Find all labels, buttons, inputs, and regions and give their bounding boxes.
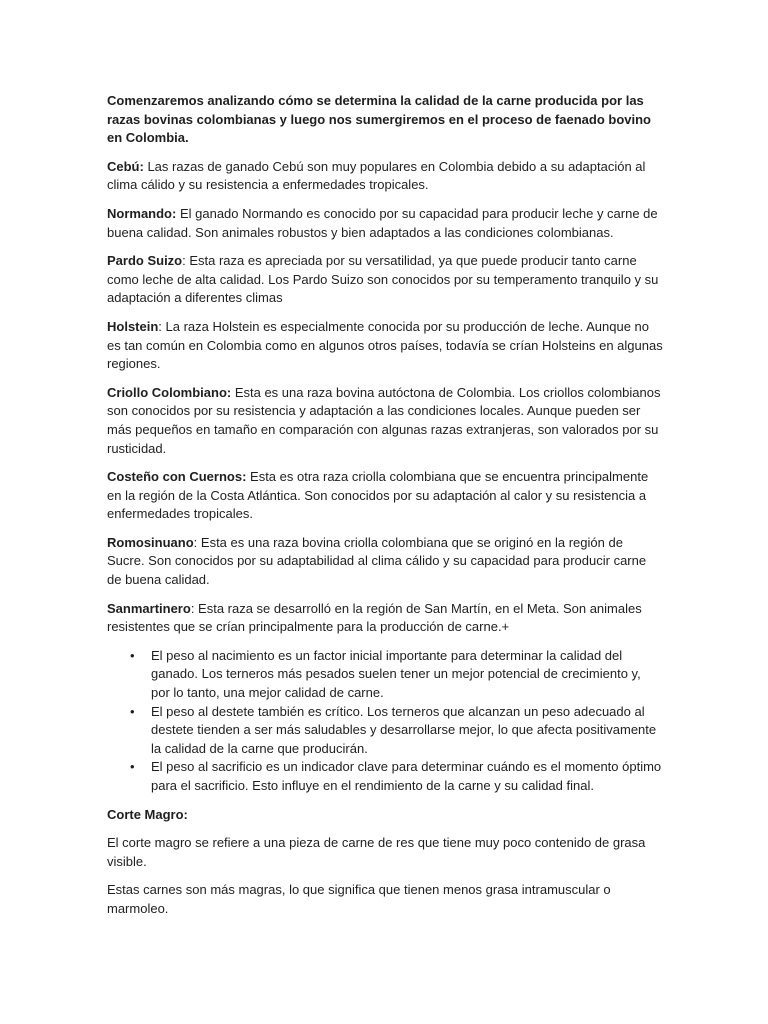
breed-description: : Esta raza es apreciada por su versatilidad, ya que puede producir tanto carne como leche de alta calidad. Los Pardo Suizo son conocidos por su temperamento tranquilo y su adaptación a diferentes climas [107, 253, 659, 306]
section-paragraph: Estas carnes son más magras, lo que significa que tienen menos grasa intramuscular o marmoleo. [107, 882, 611, 916]
breed-term: Cebú: [107, 158, 144, 174]
section-heading: Corte Magro: [107, 806, 188, 822]
list-item-text: El peso al destete también es crítico. Los terneros que alcanzan un peso adecuado al destete tienden a ser más saludables y desarrollarse mejor, lo que afecta positivamente la calidad de la carne que producirán. [151, 703, 657, 756]
list-item [130, 647, 663, 703]
document-page [107, 92, 663, 929]
breed-description: El ganado Normando es conocido por su capacidad para producir leche y carne de buena calidad. Son animales robustos y bien adaptados a las condiciones colombianas. [107, 205, 658, 240]
breed-paragraph-pardo-suizo [107, 252, 663, 308]
breed-description: Las razas de ganado Cebú son muy populares en Colombia debido a su adaptación al clima cálido y su resistencia a enfermedades tropicales. [107, 158, 646, 193]
breed-term: Romosinuano [107, 534, 194, 550]
breed-paragraph-holstein [107, 318, 663, 374]
breed-term: Sanmartinero [107, 600, 191, 616]
breed-term: Pardo Suizo [107, 253, 183, 269]
intro-paragraph: Comenzaremos analizando cómo se determina la calidad de la carne producida por las razas bovinas colombianas y luego nos sumergiremos en el proceso de faenado bovino en Colombia. [107, 93, 651, 146]
bullet-icon: • [130, 703, 135, 719]
weight-bullet-list [107, 647, 663, 796]
breed-description: Esta es otra raza criolla colombiana que se encuentra principalmente en la región de la Costa Atlántica. Son conocidos por su adaptación al calor y su resistencia a enfermedades tropicales. [107, 469, 649, 522]
breed-term: Normando: [107, 205, 177, 221]
list-item [130, 758, 663, 795]
breed-paragraph-criollo-colombiano [107, 384, 663, 458]
breed-paragraph-costeno-con-cuernos [107, 468, 663, 524]
breed-description: Esta es una raza bovina autóctona de Colombia. Los criollos colombianos son conocidos por su resistencia y adaptación a las condiciones locales. Aunque pueden ser más pequeños en tamaño en comparación con algunas razas extranjeras, son valorados por su rusticidad. [107, 384, 661, 456]
list-item-text: El peso al nacimiento es un factor inicial importante para determinar la calidad del ganado. Los terneros más pesados suelen tener un mejor potencial de crecimiento y, por lo tanto, una mejor calidad de carne. [151, 647, 641, 701]
breed-paragraph-sanmartinero [107, 600, 663, 637]
breed-paragraph-cebu [107, 158, 663, 195]
list-item [130, 703, 663, 759]
bullet-icon: • [130, 647, 135, 663]
breed-paragraph-romosinuano [107, 534, 663, 590]
breed-term: Holstein [107, 318, 159, 334]
section-paragraph: El corte magro se refiere a una pieza de carne de res que tiene muy poco contenido de grasa visible. [107, 835, 646, 869]
list-item-text: El peso al sacrificio es un indicador clave para determinar cuándo es el momento óptimo para el sacrificio. Esto influye en el rendimiento de la carne y su calidad final. [151, 759, 662, 793]
breed-term: Criollo Colombiano: [107, 384, 232, 400]
bullet-icon: • [130, 759, 135, 775]
breed-description: : La raza Holstein es especialmente conocida por su producción de leche. Aunque no es tan común en Colombia como en algunos otros países, todavía se crían Holsteins en algunas regiones. [107, 318, 663, 372]
breed-term: Costeño con Cuernos: [107, 469, 247, 485]
breed-paragraph-normando [107, 205, 663, 242]
breed-description: : Esta raza se desarrolló en la región de San Martín, en el Meta. Son animales resistentes que se crían principalmente para la producción de carne.+ [107, 600, 642, 635]
breed-description: : Esta es una raza bovina criolla colombiana que se originó en la región de Sucre. Son conocidos por su adaptabilidad al clima cálido y su capacidad para producir carne de buena calidad. [107, 534, 647, 588]
